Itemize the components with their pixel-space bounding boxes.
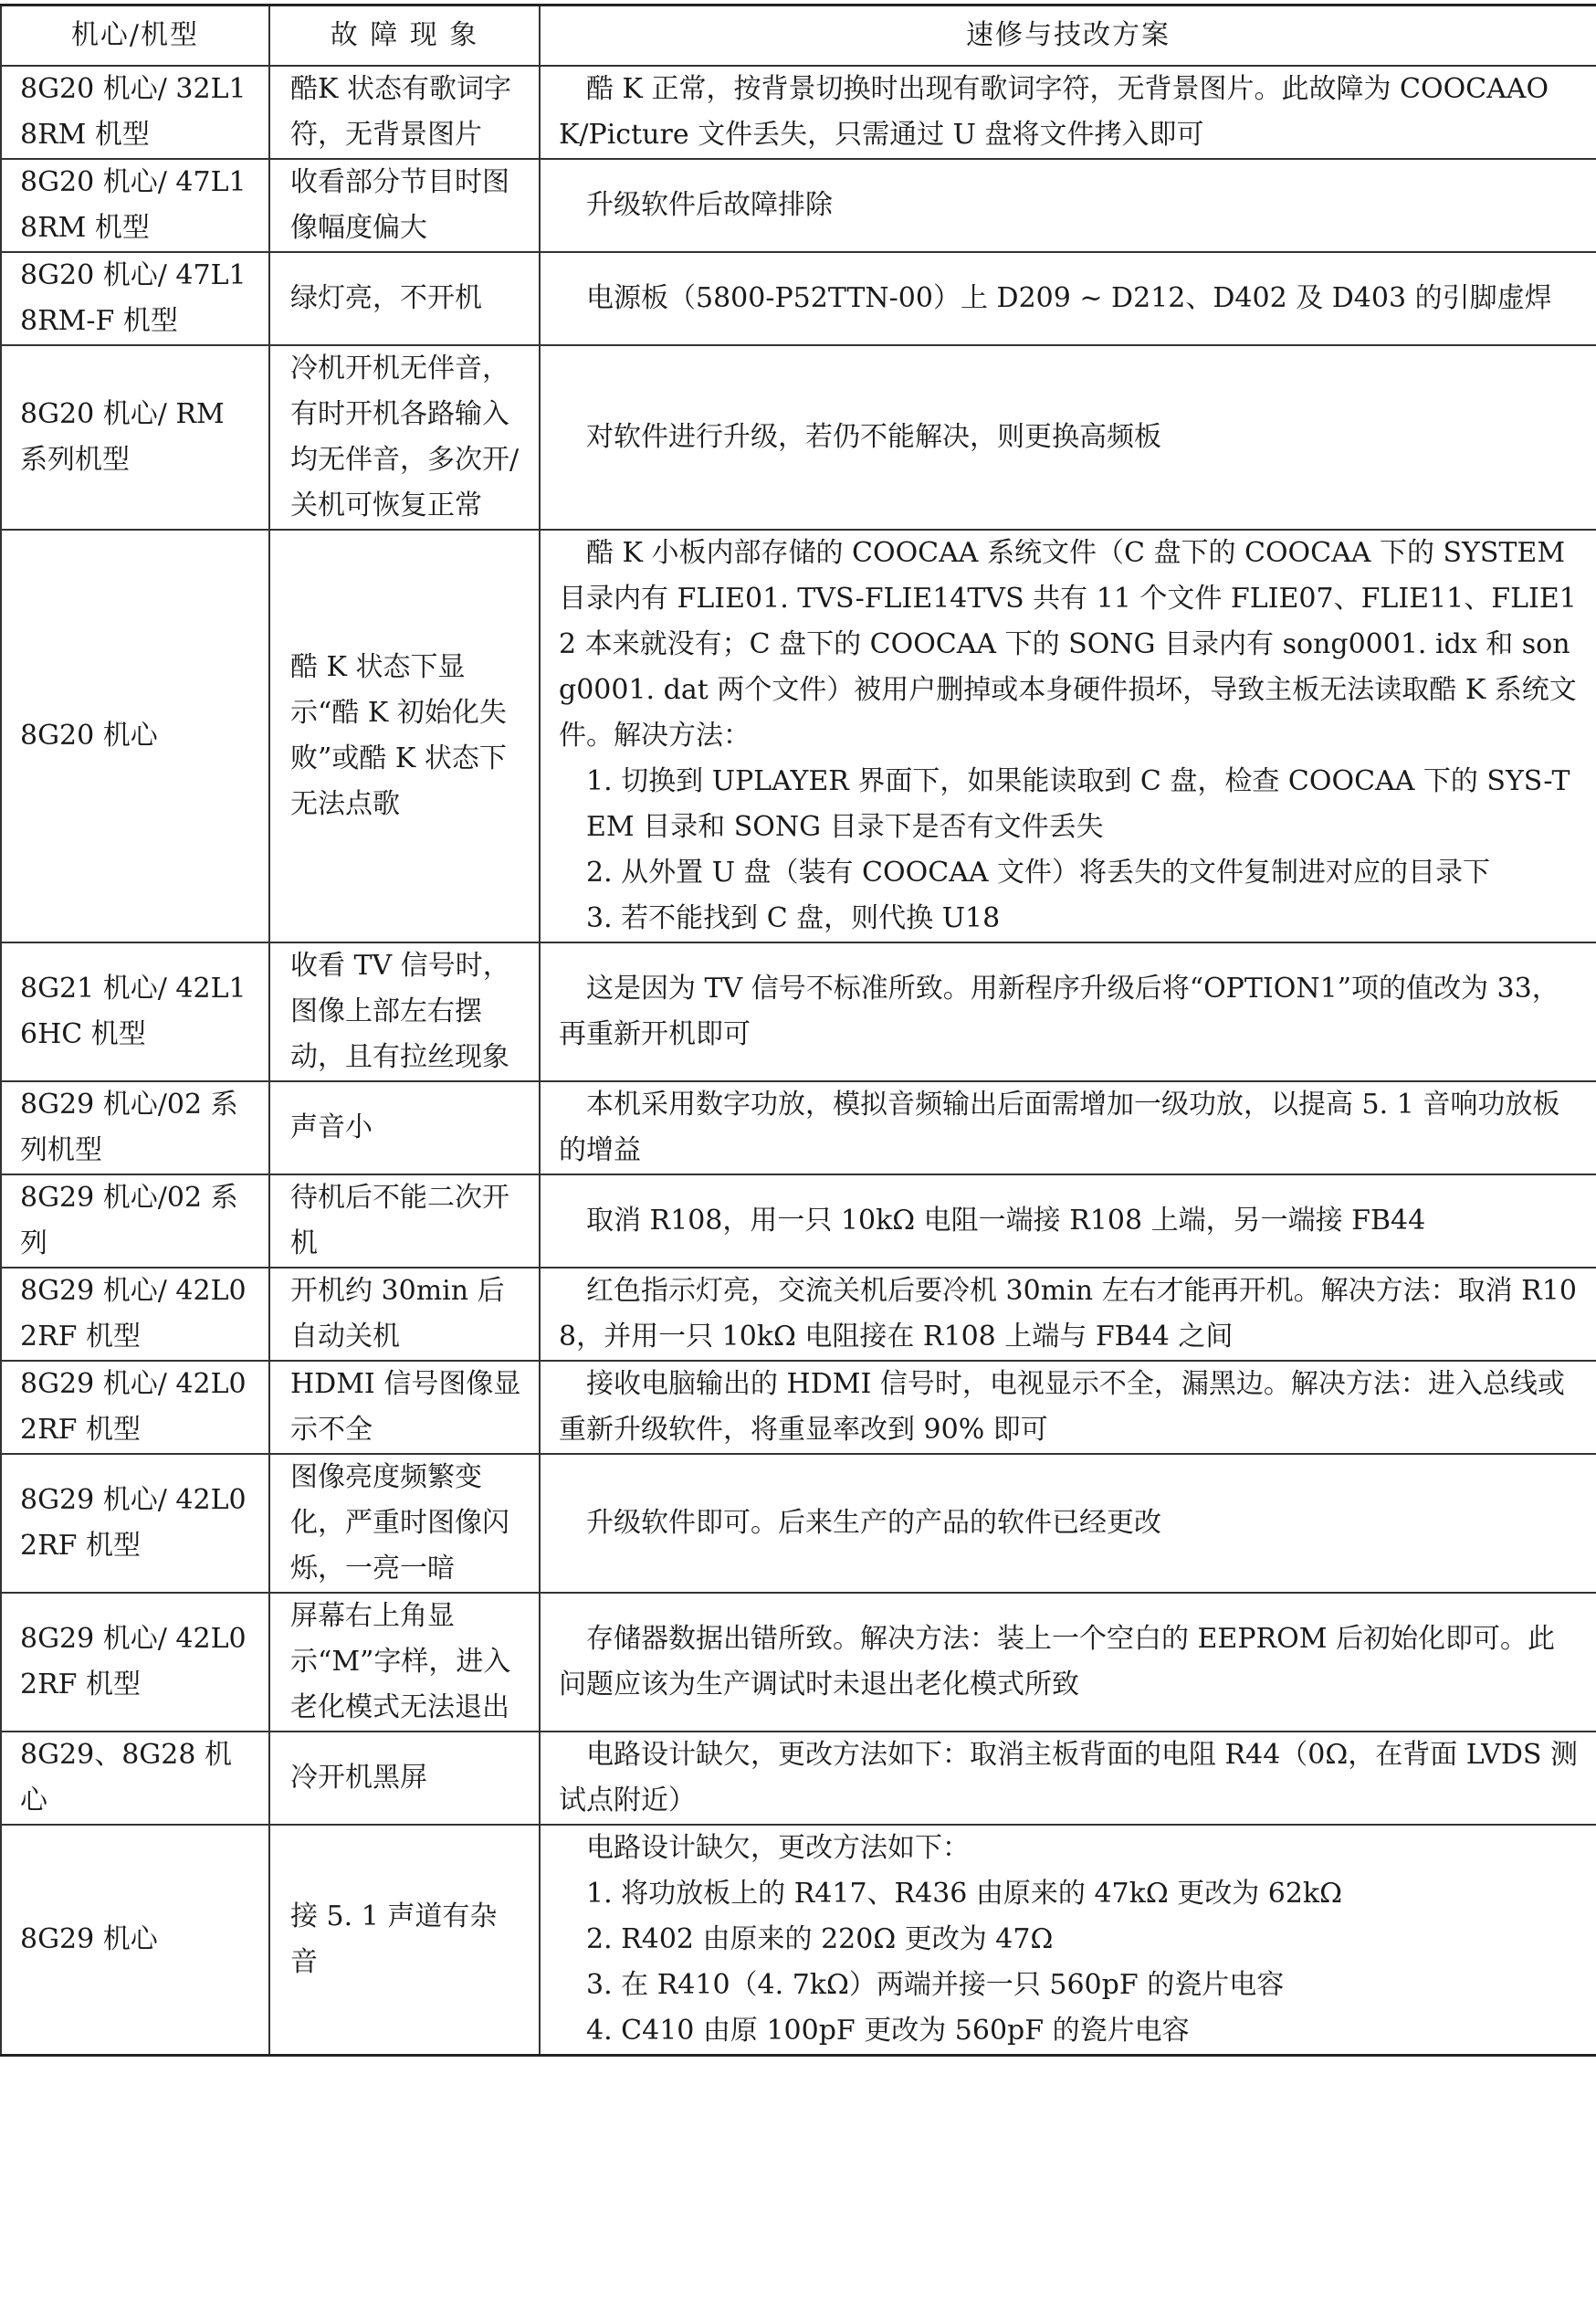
fix-paragraph: 酷 K 小板内部存储的 COOCAA 系统文件（C 盘下的 COOCAA 下的 SYSTEM 目录内有 FLIE01. TVS-FLIE14TVS 共有 11 个文件 FLIE07、FLIE11、FLIE12 本来就没有；C 盘下的 COOCAA 下的 SONG 目录内有 song0001. idx 和 song0001. dat 两个文件）被用户删掉或本身硬件损坏，导致主板无法读取酷 K 系统文件。解决方法： bbox=[559, 537, 1577, 752]
fix-paragraph: 电路设计缺欠，更改方法如下： bbox=[586, 1832, 970, 1864]
fault-cell: 酷K 状态有歌词字符，无背景图片 bbox=[269, 66, 540, 159]
table-row bbox=[1, 1593, 1596, 1732]
fix-cell bbox=[540, 1081, 1596, 1174]
fix-paragraph: 1. 将功放板上的 R417、R436 由原来的 47kΩ 更改为 62kΩ bbox=[586, 1878, 1342, 1910]
fix-cell bbox=[540, 66, 1596, 159]
fix-cell bbox=[540, 530, 1596, 942]
header-row bbox=[1, 5, 1596, 67]
fix-paragraph: 这是因为 TV 信号不标准所致。用新程序升级后将“OPTION1”项的值改为 33，再重新开机即可 bbox=[559, 973, 1559, 1050]
table-row bbox=[1, 252, 1596, 345]
table-row bbox=[1, 942, 1596, 1081]
fix-paragraph: 升级软件后故障排除 bbox=[586, 189, 833, 221]
fix-paragraph: 电路设计缺欠，更改方法如下：取消主板背面的电阻 R44（0Ω，在背面 LVDS 测试点附近） bbox=[559, 1739, 1578, 1816]
fault-cell: 冷开机黑屏 bbox=[269, 1732, 540, 1825]
fix-cell bbox=[540, 1174, 1596, 1268]
table-row bbox=[1, 1361, 1596, 1454]
table-row bbox=[1, 1081, 1596, 1174]
fault-cell: 声音小 bbox=[269, 1081, 540, 1174]
fix-cell bbox=[540, 1268, 1596, 1361]
fix-paragraph: 电源板（5800-P52TTN-00）上 D209 ~ D212、D402 及 D403 的引脚虚焊 bbox=[586, 282, 1552, 314]
fix-paragraph: 1. 切换到 UPLAYER 界面下，如果能读取到 C 盘，检查 COOCAA 下的 SYS-TEM 目录和 SONG 目录下是否有文件丢失 bbox=[586, 765, 1570, 843]
fault-cell: 接 5. 1 声道有杂音 bbox=[269, 1825, 540, 2056]
fault-cell: 酷 K 状态下显示“酷 K 初始化失败”或酷 K 状态下无法点歌 bbox=[269, 530, 540, 942]
model-cell: 8G29 机心/ 42L02RF 机型 bbox=[1, 1361, 269, 1454]
fix-cell bbox=[540, 345, 1596, 530]
fix-paragraph: 本机采用数字功放，模拟音频输出后面需增加一级功放，以提高 5. 1 音响功放板的增益 bbox=[559, 1089, 1560, 1166]
fix-paragraph: 对软件进行升级，若仍不能解决，则更换高频板 bbox=[586, 421, 1161, 453]
model-cell: 8G20 机心/ RM 系列机型 bbox=[1, 345, 269, 530]
fix-cell bbox=[540, 1361, 1596, 1454]
fault-cell: 收看部分节目时图像幅度偏大 bbox=[269, 159, 540, 252]
table-row bbox=[1, 1454, 1596, 1593]
fix-paragraph: 红色指示灯亮，交流关机后要冷机 30min 左右才能再开机。解决方法：取消 R108，并用一只 10kΩ 电阻接在 R108 上端与 FB44 之间 bbox=[559, 1275, 1577, 1353]
model-cell: 8G20 机心/ 32L18RM 机型 bbox=[1, 66, 269, 159]
table-row bbox=[1, 159, 1596, 252]
fault-cell: 待机后不能二次开机 bbox=[269, 1174, 540, 1268]
header-fault: 故 障 现 象 bbox=[269, 5, 540, 67]
fix-cell bbox=[540, 942, 1596, 1081]
fix-paragraph: 2. R402 由原来的 220Ω 更改为 47Ω bbox=[586, 1923, 1054, 1955]
fix-paragraph: 3. 在 R410（4. 7kΩ）两端并接一只 560pF 的瓷片电容 bbox=[586, 1969, 1285, 2001]
model-cell: 8G20 机心 bbox=[1, 530, 269, 942]
model-cell: 8G20 机心/ 47L18RM-F 机型 bbox=[1, 252, 269, 345]
model-cell: 8G20 机心/ 47L18RM 机型 bbox=[1, 159, 269, 252]
fix-paragraph: 4. C410 由原 100pF 更改为 560pF 的瓷片电容 bbox=[586, 2015, 1190, 2047]
fix-paragraph: 升级软件即可。后来生产的产品的软件已经更改 bbox=[586, 1507, 1161, 1539]
table-row bbox=[1, 1825, 1596, 2056]
fault-cell: 冷机开机无伴音，有时开机各路输入均无伴音，多次开/关机可恢复正常 bbox=[269, 345, 540, 530]
table-row bbox=[1, 1174, 1596, 1268]
model-cell: 8G29 机心/ 42L02RF 机型 bbox=[1, 1268, 269, 1361]
fix-cell bbox=[540, 1593, 1596, 1732]
header-fix: 速修与技改方案 bbox=[540, 5, 1596, 67]
fault-cell: 图像亮度频繁变化，严重时图像闪烁，一亮一暗 bbox=[269, 1454, 540, 1593]
model-cell: 8G29 机心/ 42L02RF 机型 bbox=[1, 1593, 269, 1732]
table-row bbox=[1, 1268, 1596, 1361]
fix-cell bbox=[540, 1732, 1596, 1825]
fix-cell bbox=[540, 1454, 1596, 1593]
repair-table bbox=[0, 4, 1596, 2057]
fault-cell: 绿灯亮，不开机 bbox=[269, 252, 540, 345]
model-cell: 8G29 机心 bbox=[1, 1825, 269, 2056]
fault-cell: 屏幕右上角显示“M”字样，进入老化模式无法退出 bbox=[269, 1593, 540, 1732]
model-cell: 8G29 机心/ 42L02RF 机型 bbox=[1, 1454, 269, 1593]
fix-cell bbox=[540, 1825, 1596, 2056]
table-row bbox=[1, 1732, 1596, 1825]
fix-cell bbox=[540, 159, 1596, 252]
fault-cell: HDMI 信号图像显示不全 bbox=[269, 1361, 540, 1454]
fault-cell: 收看 TV 信号时，图像上部左右摆动，且有拉丝现象 bbox=[269, 942, 540, 1081]
fault-cell: 开机约 30min 后自动关机 bbox=[269, 1268, 540, 1361]
fix-paragraph: 3. 若不能找到 C 盘，则代换 U18 bbox=[586, 902, 1001, 934]
table-row bbox=[1, 66, 1596, 159]
fix-paragraph: 取消 R108，用一只 10kΩ 电阻一端接 R108 上端，另一端接 FB44 bbox=[586, 1205, 1426, 1237]
model-cell: 8G29 机心/02 系列 bbox=[1, 1174, 269, 1268]
fix-paragraph: 存储器数据出错所致。解决方法：装上一个空白的 EEPROM 后初始化即可。此问题应该为生产调试时未退出老化模式所致 bbox=[559, 1623, 1555, 1700]
table-row bbox=[1, 345, 1596, 530]
model-cell: 8G29 机心/02 系列机型 bbox=[1, 1081, 269, 1174]
model-cell: 8G21 机心/ 42L16HC 机型 bbox=[1, 942, 269, 1081]
model-cell: 8G29、8G28 机心 bbox=[1, 1732, 269, 1825]
fix-paragraph: 酷 K 正常，按背景切换时出现有歌词字符，无背景图片。此故障为 COOCAAOK/Picture 文件丢失，只需通过 U 盘将文件拷入即可 bbox=[559, 73, 1549, 151]
fix-paragraph: 接收电脑输出的 HDMI 信号时，电视显示不全，漏黑边。解决方法：进入总线或重新升级软件，将重显率改到 90% 即可 bbox=[559, 1368, 1565, 1446]
header-model: 机心/机型 bbox=[1, 5, 269, 67]
fix-paragraph: 2. 从外置 U 盘（装有 COOCAA 文件）将丢失的文件复制进对应的目录下 bbox=[586, 857, 1491, 889]
fix-cell bbox=[540, 252, 1596, 345]
table-row bbox=[1, 530, 1596, 942]
